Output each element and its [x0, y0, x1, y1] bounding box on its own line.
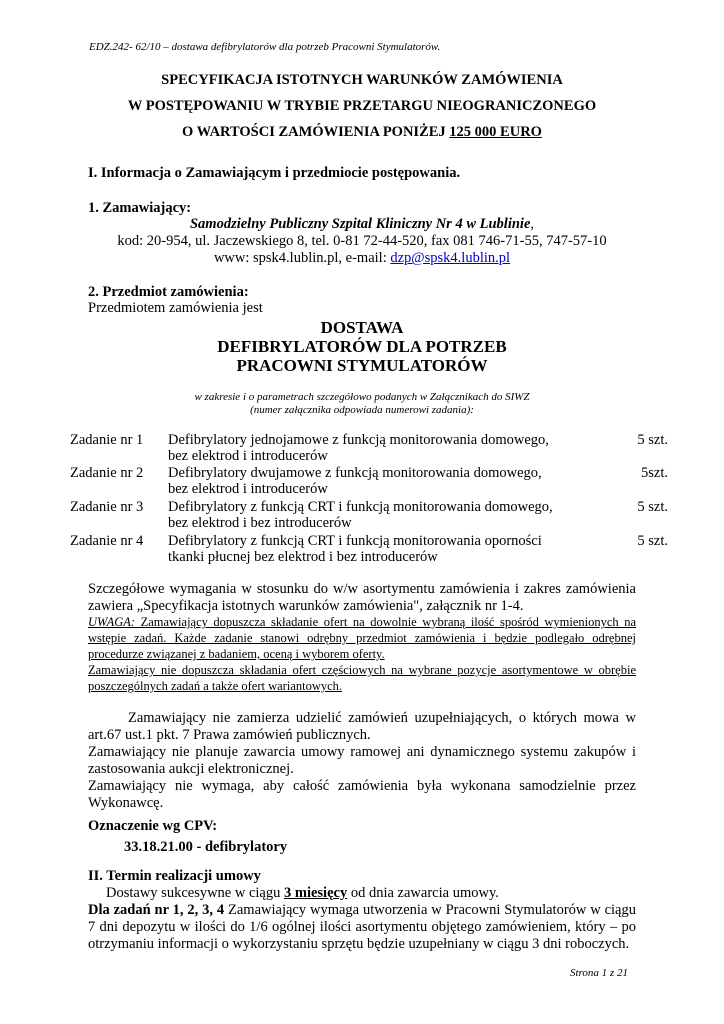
big-title-line-1: DOSTAWA	[320, 318, 404, 337]
task-1-number: Zadanie nr 1	[70, 432, 144, 448]
details-paragraph-1: Szczegółowe wymagania w stosunku do w/w asortymentu zamówienia i zakres zamówienia zawiera „Specyfikacja istotnych warunków zamówienia", załącznik nr 1-4.	[88, 581, 636, 614]
title-line-3-prefix: O WARTOŚCI ZAMÓWIENIA PONIŻEJ	[182, 124, 450, 140]
zamawiajacy-name: Samodzielny Publiczny Szpital Kliniczny Nr 4 w Lublinie	[189, 216, 531, 232]
uwaga-label: UWAGA:	[88, 615, 136, 629]
zamawiajacy-heading: 1. Zamawiający:	[88, 200, 192, 216]
document-header: EDZ.242- 62/10 – dostawa defibrylatorów dla potrzeb Pracowni Stymulatorów.	[89, 41, 441, 53]
task-2-line-1: Defibrylatory dwujamowe z funkcją monitorowania domowego,	[168, 465, 542, 481]
details-paragraph-4: Zamawiający nie wymaga, aby całość zamówienia była wykonana samodzielnie przez Wykonawcę.	[88, 778, 636, 811]
partial-offers-notice	[88, 662, 636, 694]
cpv-code: 33.18.21.00 - defibrylatory	[124, 839, 288, 855]
przedmiot-heading: 2. Przedmiot zamówienia:	[88, 284, 249, 300]
task-4-line-1: Defibrylatory z funkcją CRT i funkcją monitorowania oporności	[168, 533, 542, 549]
zamawiajacy-contact	[0, 250, 724, 267]
details-paragraph-2: Zamawiający nie zamierza udzielić zamówień uzupełniających, o których mowa w art.67 ust.1 pkt. 7 Prawa zamówień publicznych.	[88, 710, 636, 743]
zamawiajacy-name-line	[0, 216, 724, 233]
task-3-line-1: Defibrylatory z funkcją CRT i funkcją monitorowania domowego,	[168, 499, 553, 515]
big-title-line-3: PRACOWNI STYMULATORÓW	[236, 356, 488, 375]
delivery-period: 3 miesięcy	[284, 885, 348, 901]
section-1-heading: I. Informacja o Zamawiającym i przedmiocie postępowania.	[88, 165, 461, 181]
title-line-1: SPECYFIKACJA ISTOTNYCH WARUNKÓW ZAMÓWIENIA	[161, 72, 563, 88]
task-2-line-2: bez elektrod i introducerów	[168, 481, 328, 497]
deposit-paragraph	[88, 902, 636, 953]
uwaga-notice	[88, 614, 636, 662]
task-3-line-2: bez elektrod i bez introducerów	[168, 515, 352, 531]
deposit-tasks: Dla zadań nr 1, 2, 3, 4	[88, 902, 225, 918]
partial-offers-text: Zamawiający nie dopuszcza składania ofert częściowych na wybrane pozycje asortymentowe w obrębie poszczególnych zadań a także ofert wariantowych	[88, 663, 636, 693]
task-4-quantity: 5 szt.	[637, 533, 668, 549]
delivery-prefix: Dostawy sukcesywne w ciągu	[106, 885, 284, 901]
zamawiajacy-comma: ,	[530, 216, 535, 232]
task-2-quantity: 5szt.	[641, 465, 668, 481]
task-4-number: Zadanie nr 4	[70, 533, 144, 549]
przedmiot-intro: Przedmiotem zamówienia jest	[88, 300, 263, 316]
task-3-number: Zadanie nr 3	[70, 499, 144, 515]
section-2-heading: II. Termin realizacji umowy	[88, 868, 261, 884]
note-line-2: (numer załącznika odpowiada numerowi zadania):	[250, 404, 474, 416]
deposit-text: Zamawiający wymaga utworzenia w Pracowni Stymulatorów w ciągu 7 dni depozytu w ilości do 1/6 ogólnej ilości asortymentu objętego zamówieniem, który – po otrzymaniu informacji o wykorzystaniu sprzętu będzie uzupełniany w ciągu 3 dni roboczych.	[88, 902, 636, 952]
delivery-suffix: od dnia zawarcia umowy.	[347, 885, 499, 901]
title-line-2: W POSTĘPOWANIU W TRYBIE PRZETARGU NIEOGRANICZONEGO	[127, 98, 597, 114]
zamawiajacy-address: kod: 20-954, ul. Jaczewskiego 8, tel. 0-81 72-44-520, fax 081 746-71-55, 747-57-10	[117, 233, 607, 249]
cpv-heading: Oznaczenie wg CPV:	[88, 818, 218, 834]
big-title-line-2: DEFIBRYLATORÓW DLA POTRZEB	[217, 337, 507, 356]
page-number: Strona 1 z 21	[570, 967, 628, 979]
task-1-line-1: Defibrylatory jednojamowe z funkcją monitorowania domowego,	[168, 432, 549, 448]
task-3-quantity: 5 szt.	[637, 499, 668, 515]
task-2-number: Zadanie nr 2	[70, 465, 144, 481]
delivery-line	[106, 885, 499, 902]
uwaga-text: Zamawiający dopuszcza składanie ofert na dowolnie wybraną ilość spośród wymienionych na wstępie zadań. Każde zadanie stanowi odrębny przedmiot zamówienia i będzie podlegało odrębnej procedurze związanej z badaniem, oceną i wyborem oferty.	[88, 615, 636, 661]
note-line-1: w zakresie i o parametrach szczegółowo podanych w Załącznikach do SIWZ	[194, 391, 530, 403]
www-text: www: spsk4.lublin.pl, e-mail:	[213, 250, 391, 266]
task-4-line-2: tkanki płucnej bez elektrod i bez introducerów	[168, 549, 438, 565]
email-link[interactable]: dzp@spsk4.lublin.pl	[390, 250, 511, 266]
title-line-3	[0, 124, 724, 141]
partial-offers-end: .	[338, 679, 343, 693]
task-1-line-2: bez elektrod i introducerów	[168, 448, 328, 464]
task-1-quantity: 5 szt.	[637, 432, 668, 448]
details-paragraph-3: Zamawiający nie planuje zawarcia umowy ramowej ani dynamicznego systemu zakupów i zastosowania aukcji elektronicznej.	[88, 744, 636, 777]
title-amount: 125 000 EURO	[449, 124, 542, 140]
